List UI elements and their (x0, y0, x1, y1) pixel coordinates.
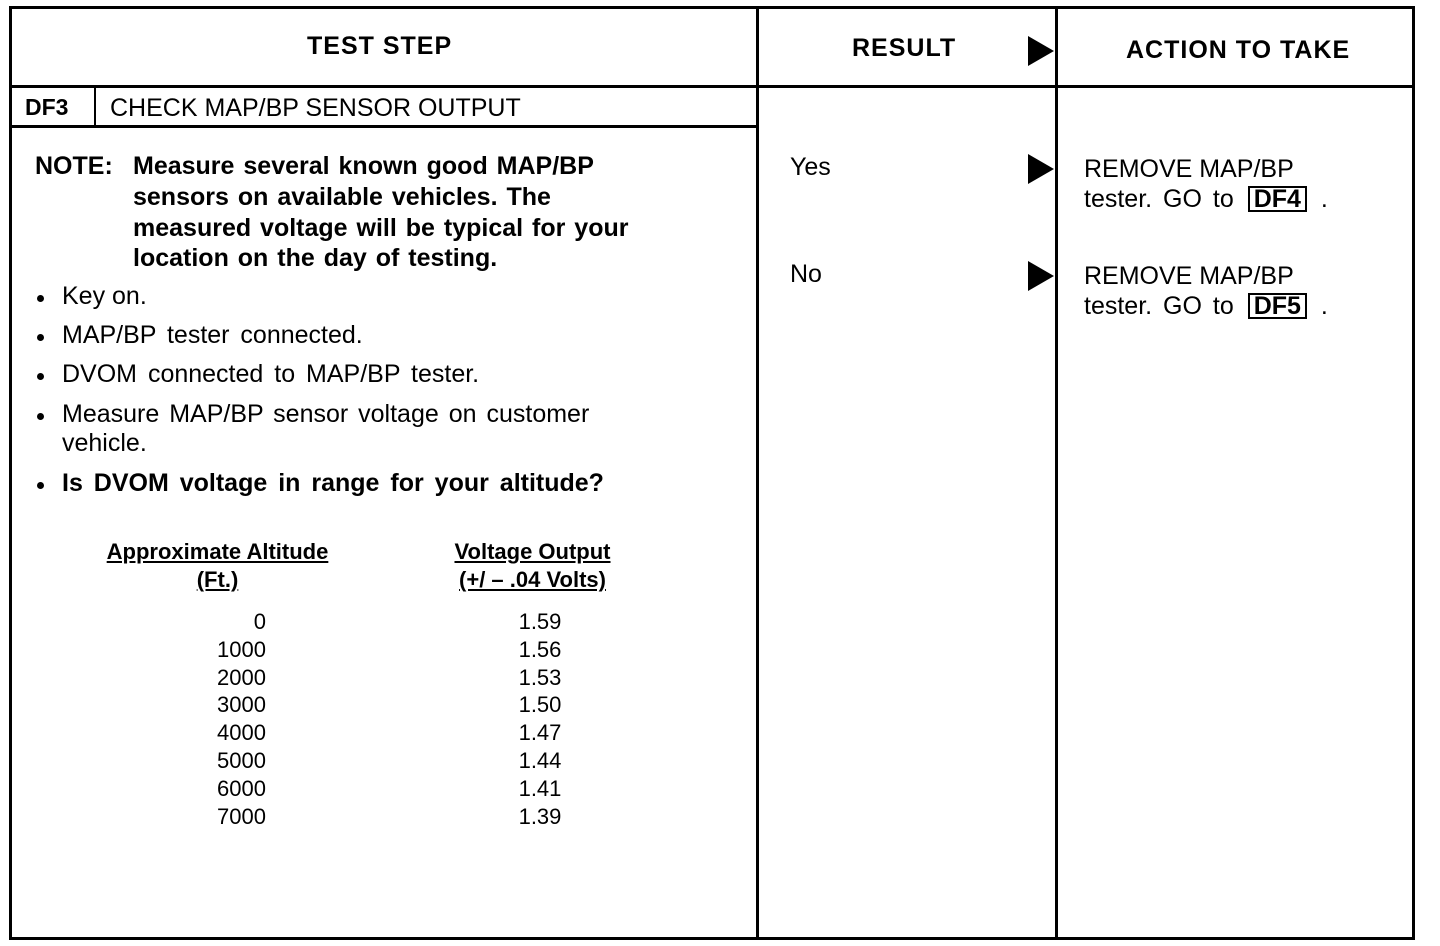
bullet-text: vehicle. (62, 429, 147, 457)
action-yes-line1: REMOVE MAP/BP (1084, 155, 1294, 183)
action-no-line2 (1084, 292, 1328, 321)
voltage-header-line: Voltage Output (454, 539, 611, 564)
table-cell-voltage: 1.41 (518, 775, 562, 801)
header-divider (9, 85, 1415, 88)
table-cell-voltage: 1.53 (518, 664, 562, 690)
table-cell-altitude: 1000 (217, 636, 266, 662)
voltage-header-line: (+/ – .04 Volts) (459, 567, 606, 592)
bullet-text: Key on. (62, 282, 147, 310)
table-cell-voltage: 1.47 (518, 720, 562, 746)
note-line: measured voltage will be typical for your (133, 214, 629, 242)
table-cell-altitude: 0 (253, 609, 266, 634)
voltage-values (480, 608, 600, 830)
table-cell-voltage: 1.39 (518, 803, 562, 829)
note-line: location on the day of testing. (133, 244, 498, 272)
step-title-divider (9, 125, 758, 128)
result-arrow-icon (1028, 261, 1054, 291)
action-yes-text: tester. GO to (1084, 185, 1234, 213)
bullet-text: Measure MAP/BP sensor voltage on customer (62, 400, 590, 428)
header-arrow-icon (1028, 36, 1054, 66)
table-cell-altitude: 4000 (217, 720, 266, 746)
action-yes-period: . (1320, 185, 1328, 213)
altitude-values (150, 608, 266, 830)
table-cell-altitude: 3000 (217, 692, 266, 718)
step-code: DF3 (25, 94, 69, 120)
table-cell-voltage: 1.59 (518, 609, 562, 634)
action-yes-line2 (1084, 185, 1328, 214)
header-result: RESULT (852, 34, 957, 62)
result-no: No (790, 260, 822, 288)
bullet-icon (37, 413, 44, 420)
table-cell-altitude: 2000 (217, 664, 266, 690)
altitude-column-header (80, 538, 355, 594)
goto-df4-link[interactable]: DF4 (1248, 186, 1307, 212)
step-title: CHECK MAP/BP SENSOR OUTPUT (110, 94, 521, 122)
bullet-icon (37, 334, 44, 341)
action-no-line1: REMOVE MAP/BP (1084, 262, 1294, 290)
header-test-step: TEST STEP (307, 32, 453, 60)
table-cell-voltage: 1.56 (518, 636, 562, 662)
note-line: Measure several known good MAP/BP (133, 152, 594, 180)
table-cell-voltage: 1.50 (518, 692, 562, 718)
action-no-text: tester. GO to (1084, 292, 1234, 320)
table-cell-altitude: 7000 (217, 803, 266, 829)
bullet-text: Is DVOM voltage in range for your altitude? (62, 469, 604, 497)
bullet-text: DVOM connected to MAP/BP tester. (62, 360, 480, 388)
header-action: ACTION TO TAKE (1126, 36, 1351, 64)
bullet-icon (37, 373, 44, 380)
bullet-icon (37, 295, 44, 302)
divider-action (1055, 6, 1058, 940)
goto-df5-link[interactable]: DF5 (1248, 293, 1307, 319)
bullet-icon (37, 482, 44, 489)
action-no-period: . (1320, 292, 1328, 320)
divider-result (756, 6, 759, 940)
table-cell-altitude: 5000 (217, 747, 266, 773)
altitude-header-line: Approximate Altitude (106, 539, 329, 564)
result-arrow-icon (1028, 154, 1054, 184)
voltage-column-header (420, 538, 645, 594)
altitude-header-line: (Ft.) (196, 567, 239, 592)
table-cell-altitude: 6000 (217, 775, 266, 801)
note-line: sensors on available vehicles. The (133, 183, 551, 211)
step-code-divider (94, 85, 96, 127)
bullet-text: MAP/BP tester connected. (62, 321, 363, 349)
result-yes: Yes (790, 153, 831, 181)
note-label: NOTE: (35, 152, 113, 180)
table-cell-voltage: 1.44 (518, 747, 562, 773)
